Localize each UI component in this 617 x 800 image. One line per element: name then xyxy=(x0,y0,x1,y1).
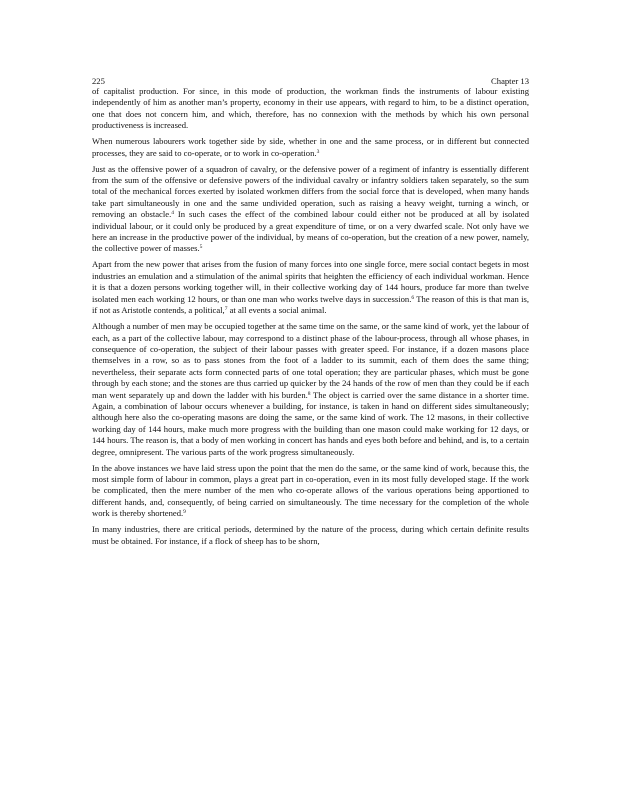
paragraph-4 xyxy=(92,259,529,316)
paragraph-text: Just as the offensive power of a squadron of cavalry, or the defensive power of a regiment of infantry is essentially different from the sum of the offensive or defensive powers of the individual cavalry or infantry soldiers taken separately, so the sum total of the mechanical forces exerted by isolated workmen differs from the social force that is developed, when many hands take part simultaneously in one and the same undivided operation, such as raising a heavy weight, turning a winch, or removing an obstacle. xyxy=(92,163,529,220)
footnote-ref[interactable]: 3 xyxy=(316,148,320,155)
paragraph-1 xyxy=(92,86,529,132)
footnote-ref[interactable]: 6 xyxy=(411,294,415,301)
paragraph-text: The reason of this is that man is, if not as Aristotle contends, a political, xyxy=(92,293,529,316)
paragraph-3 xyxy=(92,164,529,255)
running-header xyxy=(92,76,529,86)
paragraph-text: of capitalist production. For since, in this mode of production, the workman finds the instruments of labour existing independently of him as another man’s property, economy in their use appears, with regard to him, to be a distinct operation, one that does not concern him, and which, therefore, has no connexion with the methods by which his own personal productiveness is increased. xyxy=(92,86,529,131)
page xyxy=(92,76,529,552)
paragraph-text: The object is carried over the same distance in a shorter time. Again, a combination of labour occurs whenever a building, for instance, is taken in hand on different sides simultaneously; although here also the co-operating masons are doing the same, or the same kind of work. The 12 masons, in their collective working day of 144 hours, make much more progress with the building than one mason could make working for 12 days, or 144 hours. The reason is, that a body of men working in concert has hands and eyes both before and behind, and is, to a certain degree, omnipresent. The various parts of the work progress simultaneously. xyxy=(92,389,529,457)
footnote-ref[interactable]: 7 xyxy=(224,306,228,313)
footnote-ref[interactable]: 8 xyxy=(307,390,311,397)
paragraph-text: When numerous labourers work together side by side, whether in one and the same process, or in different but connected processes, they are said to co-operate, or to work in co-operation. xyxy=(92,136,529,158)
paragraph-text: In such cases the effect of the combined labour could either not be produced at all by isolated individual labour, or it could only be produced by a great expenditure of time, or on a very dwarfed scale. Not only have we here an increase in the productive power of the individual, by means of co-operation, but the creation of a new power, namely, the collective power of masses. xyxy=(92,209,529,254)
footnote-ref[interactable]: 9 xyxy=(183,509,186,516)
paragraph-text: Apart from the new power that arises from the fusion of many forces into one single force, mere social contact begets in most industries an emulation and a stimulation of the animal spirits that heighten the efficiency of each individual workman. Hence it is that a dozen persons working together will, in their collective working day of 144 hours, produce far more than twelve isolated men each working 12 hours, or than one man who works twelve days in succession. xyxy=(92,259,529,304)
paragraph-text: In the above instances we have laid stress upon the point that the men do the same, or the same kind of work, because this, the most simple form of labour in common, plays a great part in co-operation, even in its most fully developed stage. If the work be complicated, then the mere number of the men who co-operate allows of the various operations being apportioned to different hands, and, consequently, of being carried on simultaneously. The time necessary for the completion of the whole work is thereby shortened. xyxy=(92,462,529,519)
chapter-title: Chapter 13 xyxy=(491,76,529,86)
paragraph-text: Although a number of men may be occupied together at the same time on the same, or the same kind of work, yet the labour of each, as a part of the collective labour, may correspond to a distinct phase of the labour-process, through all whose phases, in consequence of co-operation, the subject of their labour passes with greater speed. For instance, if a dozen masons place themselves in a row, so as to pass stones from the foot of a ladder to its summit, each of them does the same thing; nevertheless, their separate acts form connected parts of one total operation; they are particular phases, which must be gone through by each stone; and the stones are thus carried up quicker by the 24 hands of the row of men than they could be if each man went separately up and down the ladder with his burden. xyxy=(92,321,529,400)
footnote-ref[interactable]: 4 xyxy=(171,210,174,217)
paragraph-text: In many industries, there are critical periods, determined by the nature of the process, during which certain definite results must be obtained. For instance, if a flock of sheep has to be shorn, xyxy=(92,524,529,546)
footnote-ref[interactable]: 5 xyxy=(199,244,203,251)
paragraph-text: at all events a social animal. xyxy=(227,305,327,316)
paragraph-6 xyxy=(92,463,529,520)
page-number: 225 xyxy=(92,76,105,86)
paragraph-5 xyxy=(92,321,529,458)
paragraph-7 xyxy=(92,524,529,547)
paragraph-2 xyxy=(92,136,529,159)
